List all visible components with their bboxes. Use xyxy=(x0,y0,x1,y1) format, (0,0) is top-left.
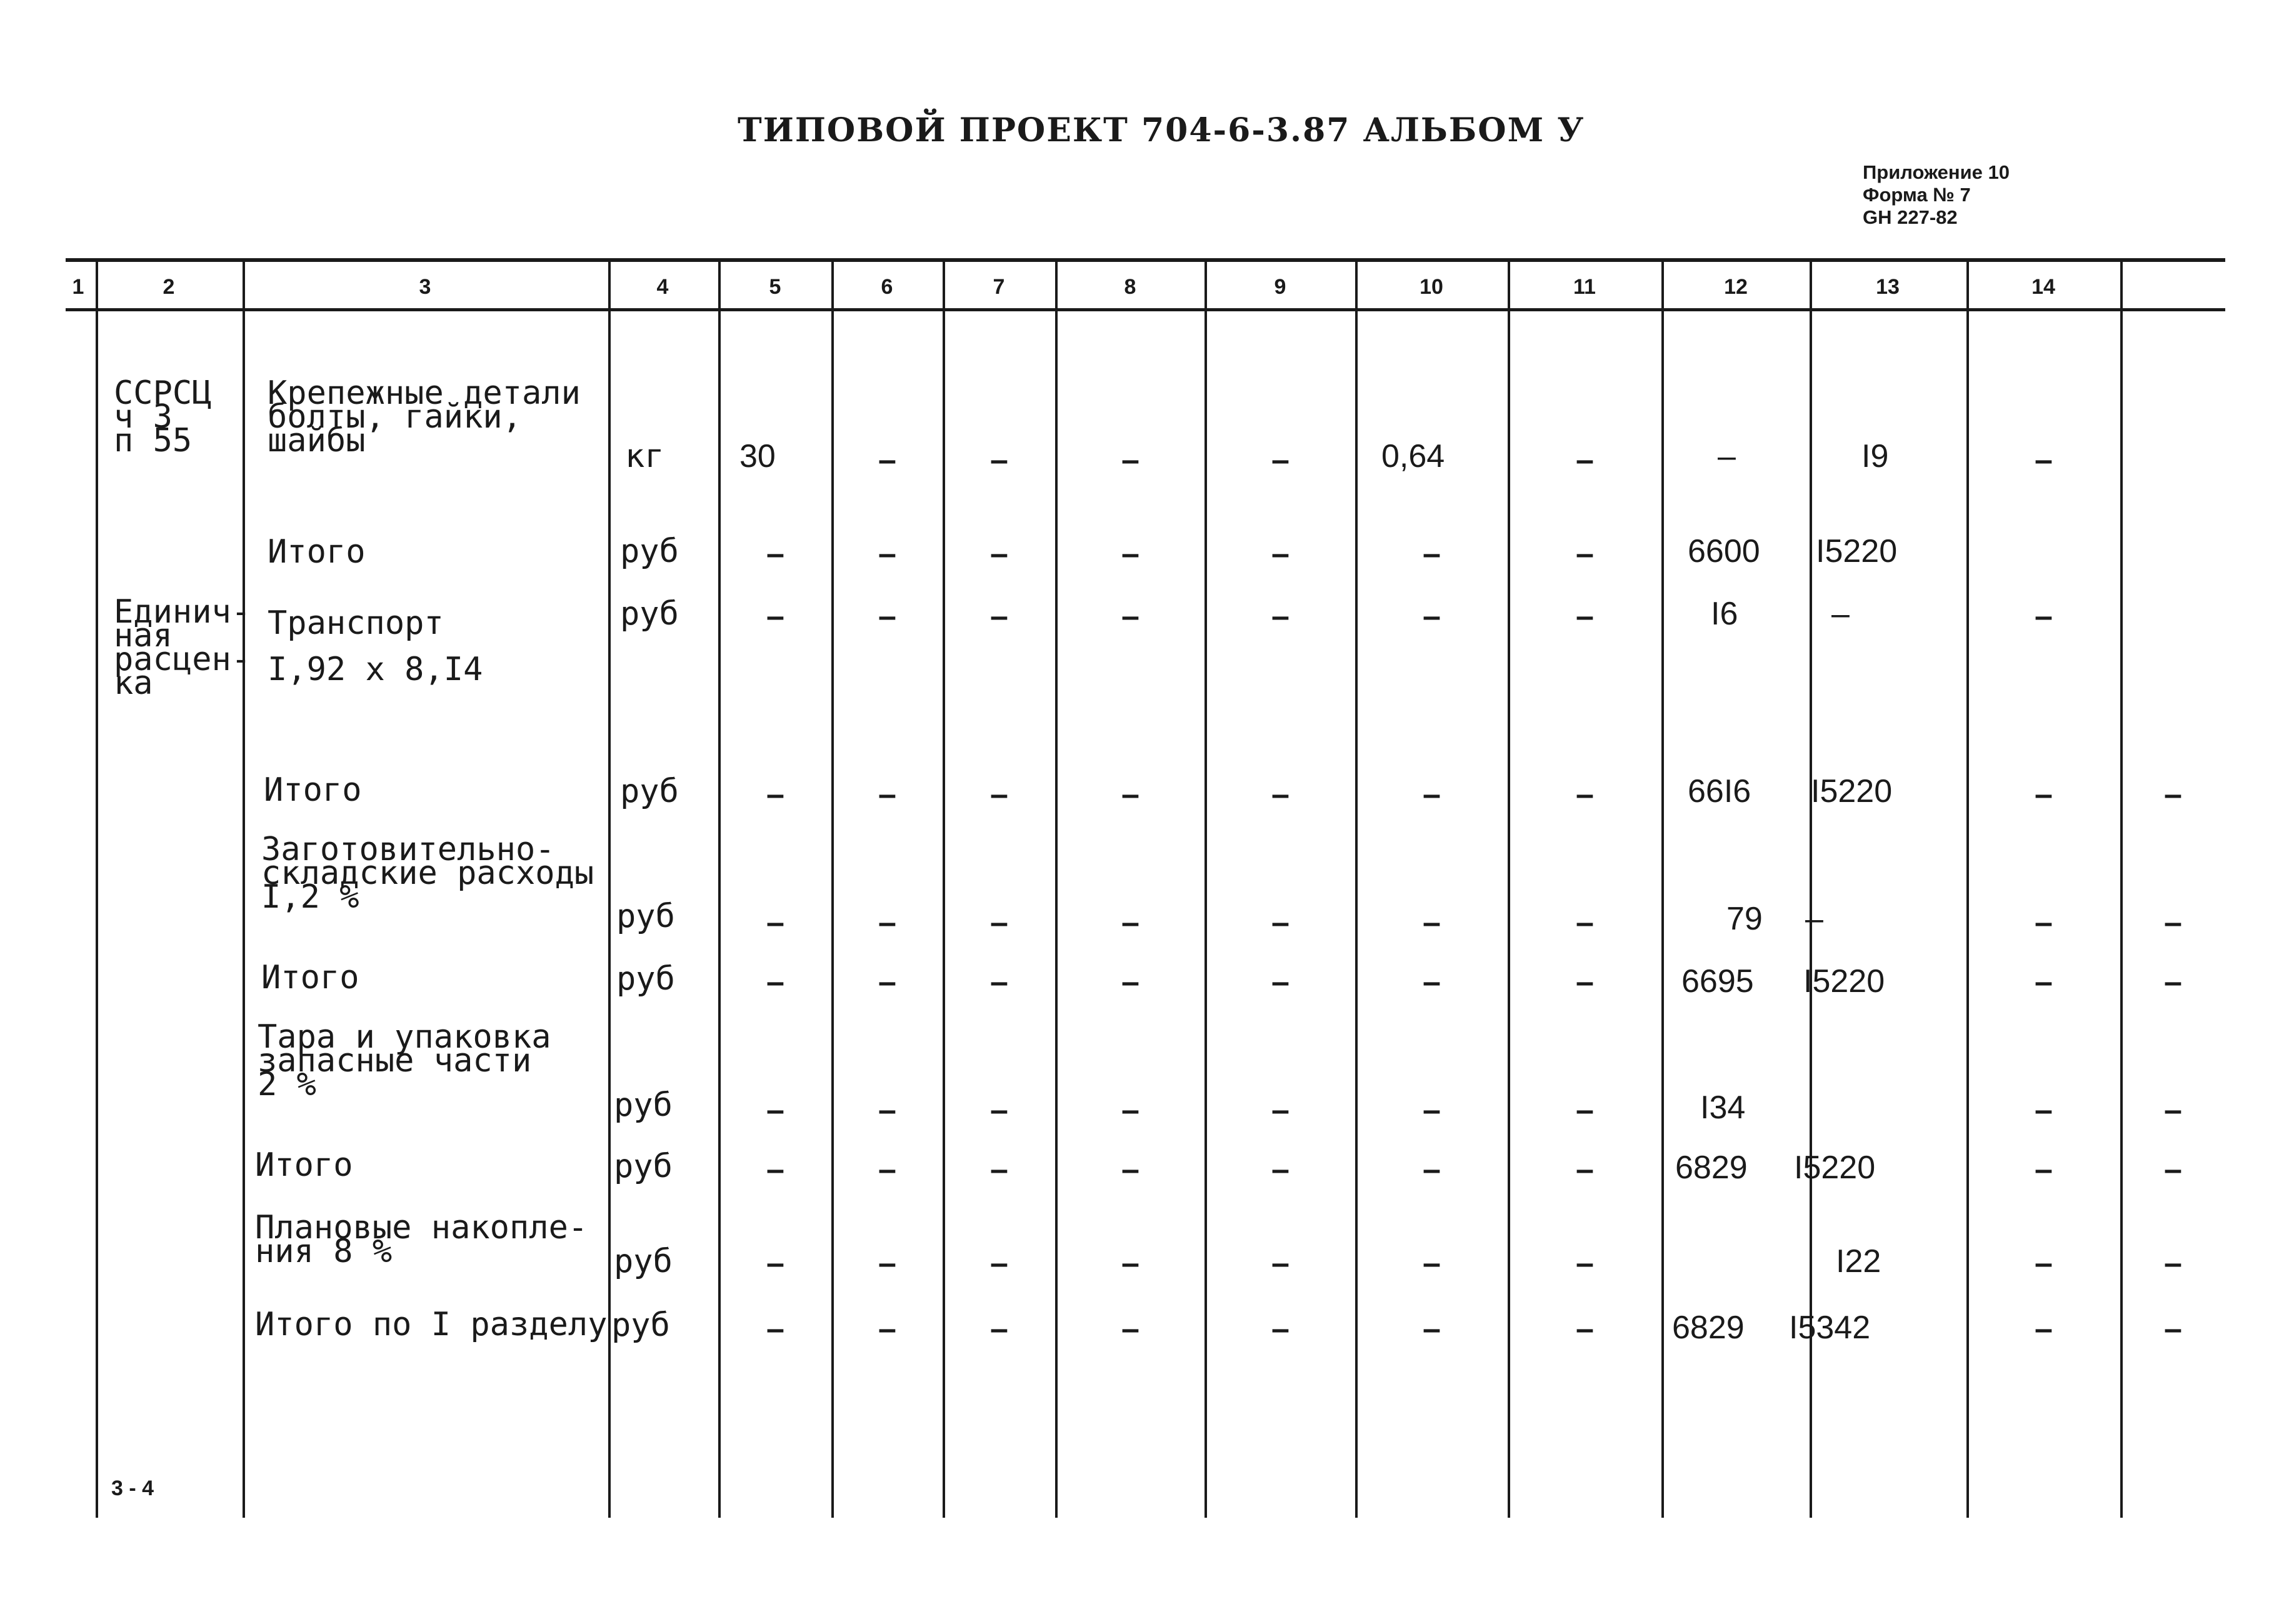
empty-cell-dash: – xyxy=(1121,1092,1139,1128)
column-number: 3 xyxy=(419,275,431,299)
column-separator xyxy=(1055,258,1058,1518)
appendix-line: Приложение 10 xyxy=(1863,161,2010,183)
empty-cell-dash: – xyxy=(1271,1245,1290,1281)
sum-cell: – xyxy=(1718,438,1736,474)
column-number: 12 xyxy=(1724,275,1748,299)
unit-cell: руб xyxy=(616,898,675,935)
empty-cell-dash: – xyxy=(766,964,784,1000)
column-separator xyxy=(718,258,721,1518)
empty-cell-dash: – xyxy=(990,964,1008,1000)
column-number: 7 xyxy=(993,275,1005,299)
empty-cell-dash: – xyxy=(766,1245,784,1281)
empty-cell-dash: – xyxy=(2164,776,2182,813)
unit-cell: руб xyxy=(620,533,679,570)
column-separator xyxy=(831,258,834,1518)
sum-cell: 6600 xyxy=(1688,533,1760,569)
column-number: 9 xyxy=(1274,275,1286,299)
empty-cell-dash: – xyxy=(878,598,896,634)
empty-cell-dash: – xyxy=(766,1151,784,1188)
item-name: Итого xyxy=(261,959,359,996)
empty-cell-dash: – xyxy=(766,1311,784,1347)
quantity-cell: 30 xyxy=(739,438,776,474)
column-number: 4 xyxy=(656,275,669,299)
item-name: Заготовительно- складские расходы I,2 % xyxy=(261,831,594,916)
empty-cell-dash: – xyxy=(990,776,1008,813)
empty-cell-dash: – xyxy=(2035,905,2053,941)
empty-cell-dash: – xyxy=(1271,598,1290,634)
empty-cell-dash: – xyxy=(1271,905,1290,941)
item-name: Тара и упаковка запасные части 2 % xyxy=(258,1018,551,1103)
document-title: ТИПОВОЙ ПРОЕКТ 704-6-3.87 АЛЬБОМ У xyxy=(738,111,1585,149)
sum-cell: I5220 xyxy=(1816,533,1898,569)
column-number: 13 xyxy=(1876,275,1900,299)
empty-cell-dash: – xyxy=(766,536,784,572)
column-number: 2 xyxy=(163,275,175,299)
empty-cell-dash: – xyxy=(2035,1092,2053,1128)
empty-cell-dash: – xyxy=(990,1092,1008,1128)
empty-cell-dash: – xyxy=(2035,776,2053,813)
empty-cell-dash: – xyxy=(1423,1092,1441,1128)
empty-cell-dash: – xyxy=(2035,442,2053,478)
empty-cell-dash: – xyxy=(2035,964,2053,1000)
empty-cell-dash: – xyxy=(990,536,1008,572)
empty-cell-dash: – xyxy=(1576,964,1594,1000)
column-number: 14 xyxy=(2031,275,2055,299)
empty-cell-dash: – xyxy=(1423,1311,1441,1347)
item-name: Итого по I разделу xyxy=(255,1306,608,1343)
empty-cell-dash: – xyxy=(766,776,784,813)
empty-cell-dash: – xyxy=(1121,776,1139,813)
unit-cell: руб xyxy=(620,595,679,633)
empty-cell-dash: – xyxy=(878,1311,896,1347)
unit-cell: руб xyxy=(614,1086,673,1124)
empty-cell-dash: – xyxy=(990,442,1008,478)
empty-cell-dash: – xyxy=(2164,1311,2182,1347)
sum-cell: I34 xyxy=(1700,1090,1746,1126)
column-separator xyxy=(1355,258,1358,1518)
empty-cell-dash: – xyxy=(1271,442,1290,478)
appendix-stamp xyxy=(1863,161,2010,229)
sum-cell: 6695 xyxy=(1681,963,1754,1000)
empty-cell-dash: – xyxy=(1271,1151,1290,1188)
page-label: 3 - 4 xyxy=(111,1476,154,1500)
sum-cell: I5220 xyxy=(1803,963,1885,1000)
unit-cell: руб xyxy=(620,773,679,810)
empty-cell-dash: – xyxy=(878,1151,896,1188)
form-line: Форма № 7 xyxy=(1863,184,1971,206)
empty-cell-dash: – xyxy=(2035,1245,2053,1281)
empty-cell-dash: – xyxy=(990,1311,1008,1347)
sum-cell: – xyxy=(1805,901,1823,937)
empty-cell-dash: – xyxy=(1423,964,1441,1000)
empty-cell-dash: – xyxy=(1121,1245,1139,1281)
empty-cell-dash: – xyxy=(1121,964,1139,1000)
table-top-rule xyxy=(66,258,2225,262)
empty-cell-dash: – xyxy=(1576,1092,1594,1128)
empty-cell-dash: – xyxy=(1121,442,1139,478)
empty-cell-dash: – xyxy=(1576,1311,1594,1347)
column-number: 8 xyxy=(1124,275,1136,299)
empty-cell-dash: – xyxy=(1576,536,1594,572)
sum-cell: I5220 xyxy=(1811,773,1893,809)
column-number: 11 xyxy=(1573,275,1596,299)
source-reference: ССРСЦ ч 3 п 55 xyxy=(114,374,212,459)
column-separator xyxy=(2120,258,2123,1518)
cost-cell: 0,64 xyxy=(1381,438,1445,474)
column-separator xyxy=(608,258,611,1518)
item-name: Итого xyxy=(268,533,366,571)
empty-cell-dash: – xyxy=(878,442,896,478)
empty-cell-dash: – xyxy=(1423,776,1441,813)
sum-cell: 6829 xyxy=(1672,1310,1745,1346)
sum-cell: 6829 xyxy=(1675,1150,1748,1186)
empty-cell-dash: – xyxy=(1423,536,1441,572)
sum-cell: 66I6 xyxy=(1688,773,1751,809)
empty-cell-dash: – xyxy=(1271,536,1290,572)
empty-cell-dash: – xyxy=(1271,1311,1290,1347)
empty-cell-dash: – xyxy=(878,536,896,572)
empty-cell-dash: – xyxy=(1121,905,1139,941)
item-name: Итого xyxy=(255,1146,353,1184)
empty-cell-dash: – xyxy=(878,905,896,941)
empty-cell-dash: – xyxy=(990,598,1008,634)
column-separator xyxy=(1661,258,1664,1518)
empty-cell-dash: – xyxy=(1423,598,1441,634)
empty-cell-dash: – xyxy=(2164,905,2182,941)
empty-cell-dash: – xyxy=(1576,598,1594,634)
empty-cell-dash: – xyxy=(2035,1151,2053,1188)
empty-cell-dash: – xyxy=(2035,1311,2053,1347)
empty-cell-dash: – xyxy=(1423,905,1441,941)
item-name: Плановые накопле- ния 8 % xyxy=(255,1209,588,1270)
empty-cell-dash: – xyxy=(1576,905,1594,941)
empty-cell-dash: – xyxy=(1121,1151,1139,1188)
empty-cell-dash: – xyxy=(2164,1245,2182,1281)
column-separator xyxy=(1966,258,1969,1518)
empty-cell-dash: – xyxy=(766,1092,784,1128)
sum-cell: – xyxy=(1831,596,1850,632)
empty-cell-dash: – xyxy=(878,776,896,813)
item-name: Крепежные детали болты, гайки, шайбы xyxy=(268,374,581,459)
empty-cell-dash: – xyxy=(2164,1092,2182,1128)
sum-cell: I9 xyxy=(1861,438,1889,474)
sum-cell: I5220 xyxy=(1794,1150,1876,1186)
empty-cell-dash: – xyxy=(878,964,896,1000)
unit-cell: руб xyxy=(614,1148,673,1185)
column-number: 6 xyxy=(881,275,893,299)
column-number: 5 xyxy=(769,275,781,299)
unit-cell: руб xyxy=(614,1243,673,1280)
sum-cell: I6 xyxy=(1711,596,1738,632)
sum-cell: 79 xyxy=(1726,901,1763,937)
empty-cell-dash: – xyxy=(1576,1245,1594,1281)
sum-cell: I5342 xyxy=(1789,1310,1871,1346)
empty-cell-dash: – xyxy=(878,1092,896,1128)
empty-cell-dash: – xyxy=(1271,1092,1290,1128)
empty-cell-dash: – xyxy=(2035,598,2053,634)
empty-cell-dash: – xyxy=(766,905,784,941)
unit-cell: руб xyxy=(611,1306,670,1344)
column-number: 1 xyxy=(72,275,84,299)
empty-cell-dash: – xyxy=(990,1245,1008,1281)
unit-cell: руб xyxy=(616,960,675,998)
empty-cell-dash: – xyxy=(1271,776,1290,813)
empty-cell-dash: – xyxy=(878,1245,896,1281)
column-separator xyxy=(96,258,98,1518)
empty-cell-dash: – xyxy=(990,1151,1008,1188)
empty-cell-dash: – xyxy=(2164,1151,2182,1188)
empty-cell-dash: – xyxy=(1121,598,1139,634)
empty-cell-dash: – xyxy=(1423,1245,1441,1281)
standard-line: GH 227-82 xyxy=(1863,206,1958,228)
column-separator xyxy=(1508,258,1510,1518)
empty-cell-dash: – xyxy=(1121,536,1139,572)
empty-cell-dash: – xyxy=(1423,1151,1441,1188)
column-separator xyxy=(243,258,245,1518)
column-separator xyxy=(943,258,945,1518)
empty-cell-dash: – xyxy=(1271,964,1290,1000)
item-name: Итого xyxy=(264,771,362,809)
empty-cell-dash: – xyxy=(1121,1311,1139,1347)
item-name: Транспорт I,92 x 8,I4 xyxy=(268,604,483,688)
sum-cell: I22 xyxy=(1836,1243,1881,1280)
source-reference: Единич- ная расцен- ка xyxy=(114,593,251,702)
unit-cell: кг xyxy=(625,438,664,475)
empty-cell-dash: – xyxy=(1576,442,1594,478)
empty-cell-dash: – xyxy=(1576,1151,1594,1188)
empty-cell-dash: – xyxy=(766,598,784,634)
empty-cell-dash: – xyxy=(990,905,1008,941)
empty-cell-dash: – xyxy=(2164,964,2182,1000)
column-separator xyxy=(1205,258,1207,1518)
table-header-rule xyxy=(66,308,2225,311)
empty-cell-dash: – xyxy=(1576,776,1594,813)
column-number: 10 xyxy=(1420,275,1443,299)
